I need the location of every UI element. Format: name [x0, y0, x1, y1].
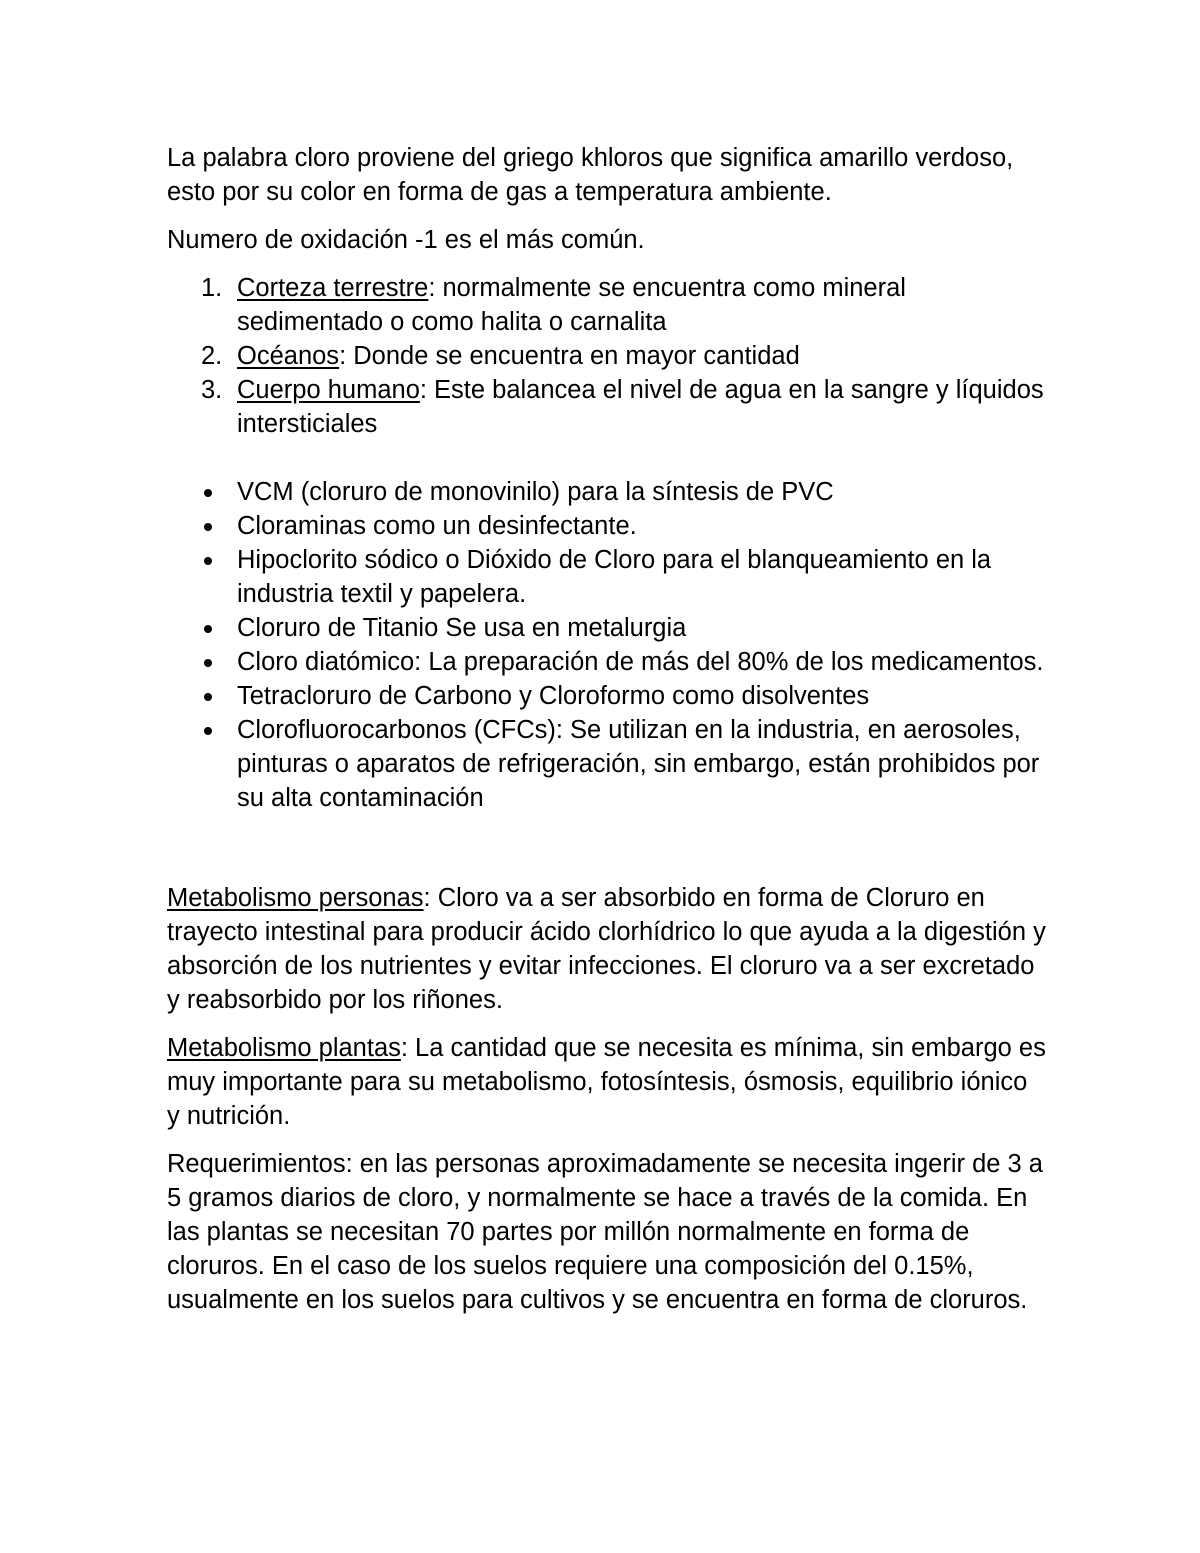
bullet-icon [204, 625, 212, 633]
list-number: 2. [201, 342, 223, 370]
bullet-icon [204, 489, 212, 497]
list-item-text: Cloruro de Titanio Se usa en metalurgia [237, 614, 687, 642]
bullet-icon [204, 557, 212, 565]
list-item-label: Corteza terrestre [237, 274, 429, 302]
bullet-icon [204, 693, 212, 701]
list-item-text: : normalmente se encuentra como mineral sedimentado o como halita o carnalita [237, 274, 906, 336]
spacer [167, 441, 1047, 475]
metabolism-plants-text: : La cantidad que se necesita es mínima, sin embargo es muy importante para su metabolismo, fotosíntesis, ósmosis, equilibrio iónico y nutrición. [167, 1034, 1046, 1130]
list-item-text: Cloraminas como un desinfectante. [237, 512, 637, 540]
oxidation-paragraph: Numero de oxidación -1 es el más común. [167, 226, 645, 254]
document-body [167, 141, 1047, 1331]
list-item-text: VCM (cloruro de monovinilo) para la síntesis de PVC [237, 478, 834, 506]
bullet-icon [204, 523, 212, 531]
list-item [167, 339, 1047, 373]
list-item [167, 713, 1047, 815]
list-item-label: Océanos [237, 342, 340, 370]
list-item-text: Hipoclorito sódico o Dióxido de Cloro para el blanqueamiento en la industria textil y papelera. [237, 546, 992, 608]
bullet-icon [204, 659, 212, 667]
list-item [167, 373, 1047, 441]
list-item [167, 509, 1047, 543]
list-item [167, 645, 1047, 679]
list-item-label: Cuerpo humano [237, 376, 420, 404]
list-item [167, 679, 1047, 713]
list-item-text: Tetracloruro de Carbono y Cloroformo como disolventes [237, 682, 870, 710]
metabolism-people-label: Metabolismo personas [167, 884, 424, 912]
list-item [167, 611, 1047, 645]
list-item-text: : Este balancea el nivel de agua en la sangre y líquidos intersticiales [237, 376, 1044, 438]
list-number: 3. [201, 376, 223, 404]
spacer [167, 815, 1047, 881]
metabolism-plants-paragraph [167, 1031, 1047, 1133]
intro-paragraph: La palabra cloro proviene del griego khloros que significa amarillo verdoso, esto por su color en forma de gas a temperatura ambiente. [167, 144, 1014, 206]
list-item-text: : Donde se encuentra en mayor cantidad [339, 342, 800, 370]
list-item-text: Clorofluorocarbonos (CFCs): Se utilizan en la industria, en aerosoles, pinturas o aparatos de refrigeración, sin embargo, están prohibidos por su alta contaminación [237, 716, 1040, 812]
list-item [167, 543, 1047, 611]
metabolism-plants-label: Metabolismo plantas [167, 1034, 401, 1062]
metabolism-people-paragraph [167, 881, 1047, 1017]
requirements-paragraph: Requerimientos: en las personas aproximadamente se necesita ingerir de 3 a 5 gramos diarios de cloro, y normalmente se hace a través de la comida. En las plantas se necesitan 70 partes por millón normalmente en forma de cloruros. En el caso de los suelos requiere una composición del 0.15%, usualmente en los suelos para cultivos y se encuentra en forma de cloruros. [167, 1150, 1043, 1314]
uses-list [167, 475, 1047, 815]
locations-list [167, 271, 1047, 441]
list-item [167, 475, 1047, 509]
bullet-icon [204, 727, 212, 735]
list-number: 1. [201, 274, 223, 302]
list-item [167, 271, 1047, 339]
list-item-text: Cloro diatómico: La preparación de más del 80% de los medicamentos. [237, 648, 1044, 676]
metabolism-people-text: : Cloro va a ser absorbido en forma de Cloruro en trayecto intestinal para producir ácido clorhídrico lo que ayuda a la digestión y absorción de los nutrientes y evitar infecciones. El cloruro va a ser excretado y reabsorbido por los riñones. [167, 884, 1046, 1014]
